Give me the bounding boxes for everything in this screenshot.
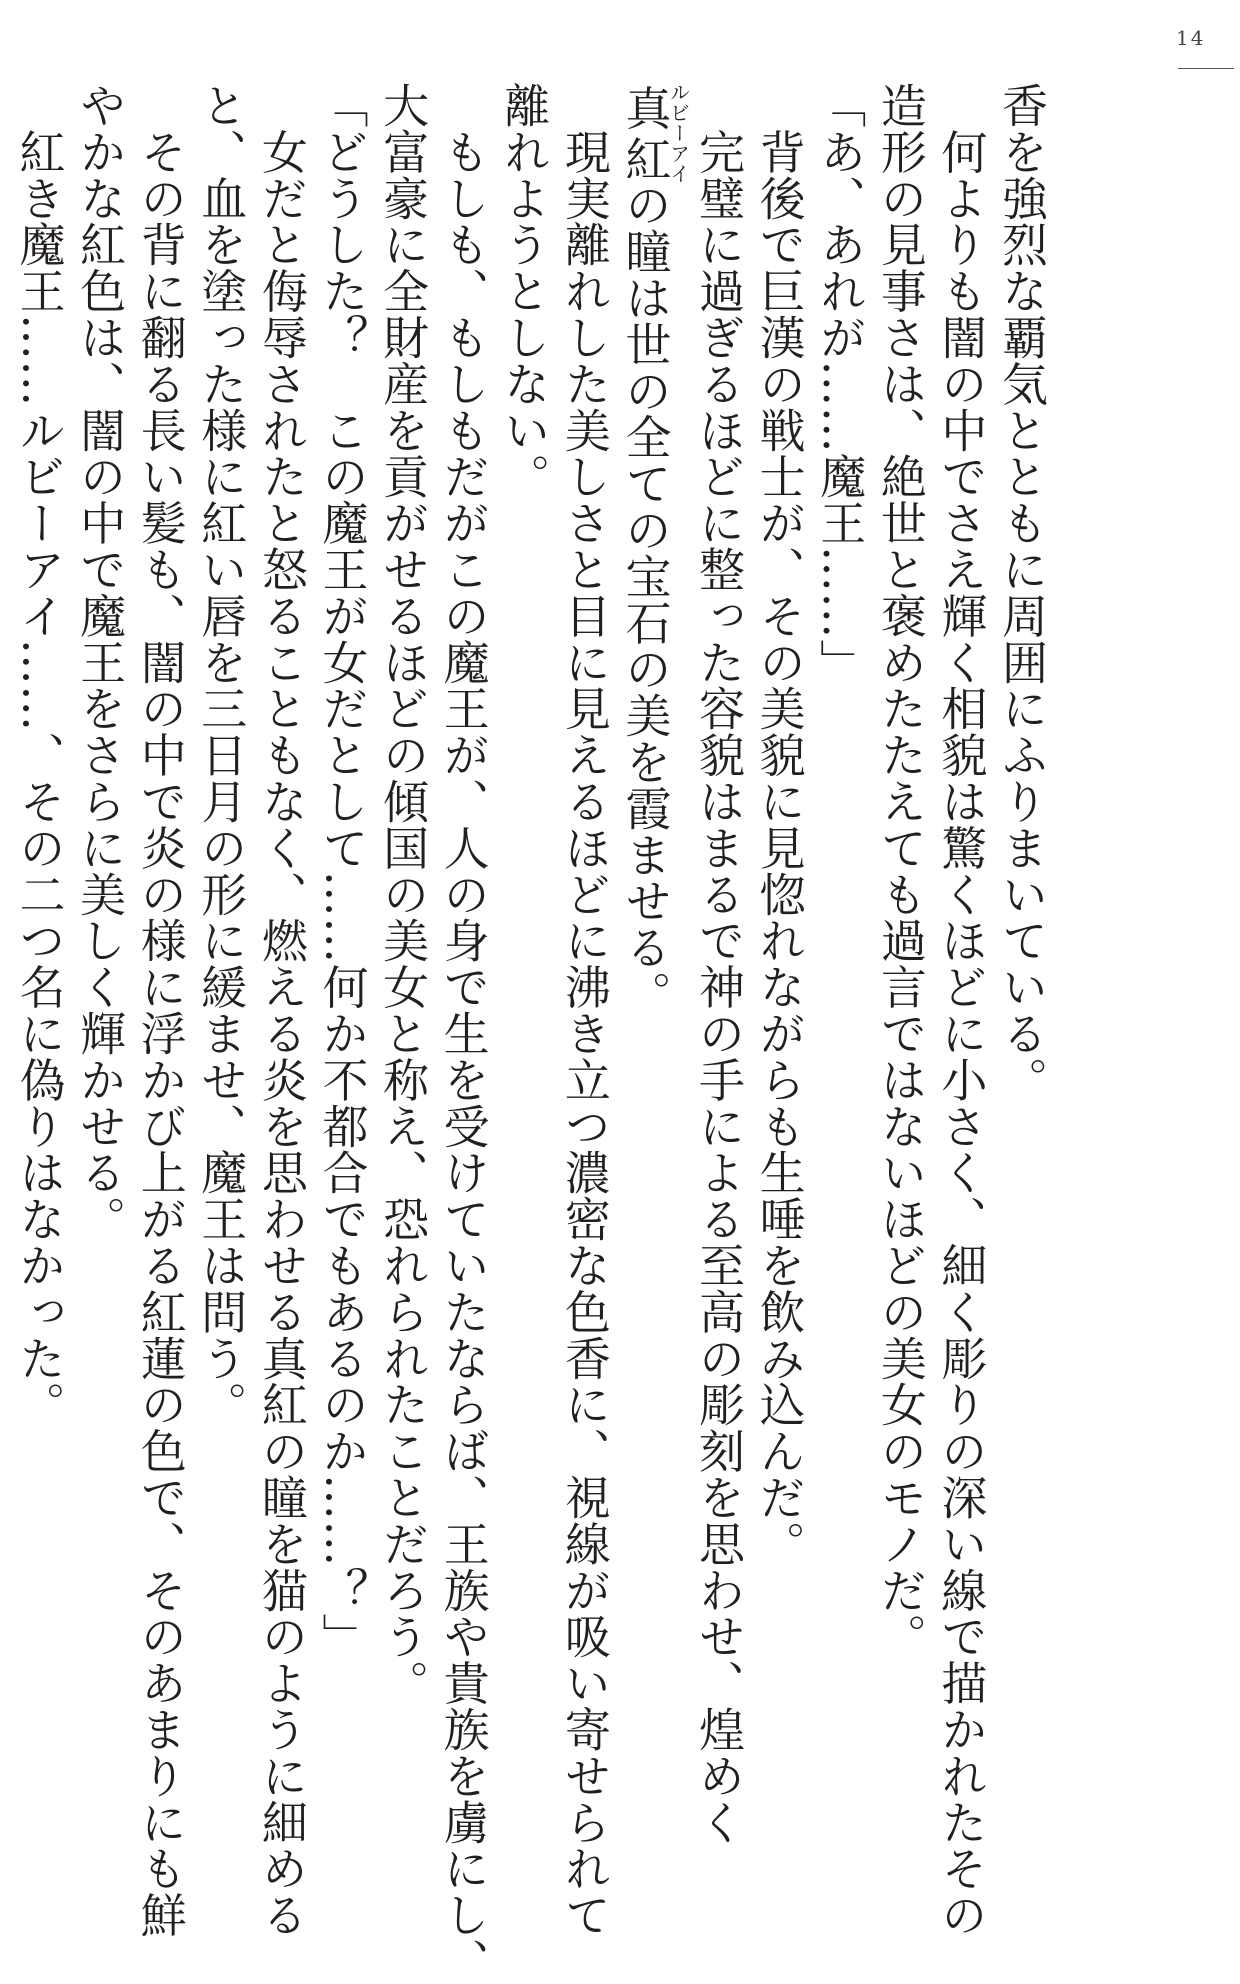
- text-line: 大富豪に全財産を貢がせるほどの傾国の美女と称え、恐れられたことだろう。: [376, 82, 431, 1706]
- ruby-base: 真紅: [618, 82, 673, 184]
- text-line: 「どうした？ この魔王が女だとして……何か不都合でもあるのか……？」: [315, 82, 370, 1660]
- ruby-reading: ルビーアイ: [666, 82, 691, 184]
- text-line: 現実離れした美しさと目に見えるほどに沸き立つ濃密な色香に、視線が吸い寄せられて: [557, 82, 612, 1939]
- novel-text-body: [9, 82, 1052, 1984]
- text-line: 何よりも闇の中でさえ輝く相貌は驚くほどに小さく、細く彫りの深い線で描かれたその: [934, 82, 989, 1939]
- text-line: 造形の見事さは、絶世と褒めたたえても過言ではないほどの美女のモノだ。: [873, 82, 928, 1660]
- ruby-line-rest: の瞳は世の全ての宝石の美を霞ませる。: [618, 181, 673, 1017]
- text-line: 女だと侮辱されたと怒ることもなく、燃える炎を思わせる真紅の瞳を猫のように細める: [254, 82, 309, 1938]
- text-line: 香を強烈な覇気とともに周囲にふりまいている。: [995, 82, 1049, 1103]
- page-number: 14: [1176, 26, 1206, 50]
- text-line: もしも、もしもだがこの魔王が、人の身で生を受けていたならば、王族や貴族を虜にし、: [436, 82, 491, 1984]
- text-line: その背に翻る長い髪も、闇の中で炎の様に浮かび上がる紅蓮の色で、そのあまりにも鮮: [133, 82, 188, 1939]
- text-line: やかな紅色は、闇の中で魔王をさらに美しく輝かせる。: [73, 82, 128, 1242]
- text-line: 完璧に過ぎるほどに整った容貌はまるで神の手による至高の彫刻を思わせ、煌めく: [692, 82, 747, 1846]
- text-line: 「あ、あれが……魔王……」: [813, 82, 868, 686]
- text-line: 紅き魔王……ルビーアイ……、その二つ名に偽りはなかった。: [12, 82, 67, 1428]
- text-line: 離れようとしない。: [497, 82, 552, 500]
- page-number-rule: [1178, 68, 1234, 69]
- ruby-annotation: [618, 82, 691, 184]
- text-line-with-ruby: [615, 82, 689, 1702]
- text-line: 背後で巨漢の戦士が、その美貌に見惚れながらも生唾を飲み込んだ。: [752, 82, 807, 1567]
- text-line: と、血を塗った様に紅い唇を三日月の形に緩ませ、魔王は問う。: [194, 82, 249, 1428]
